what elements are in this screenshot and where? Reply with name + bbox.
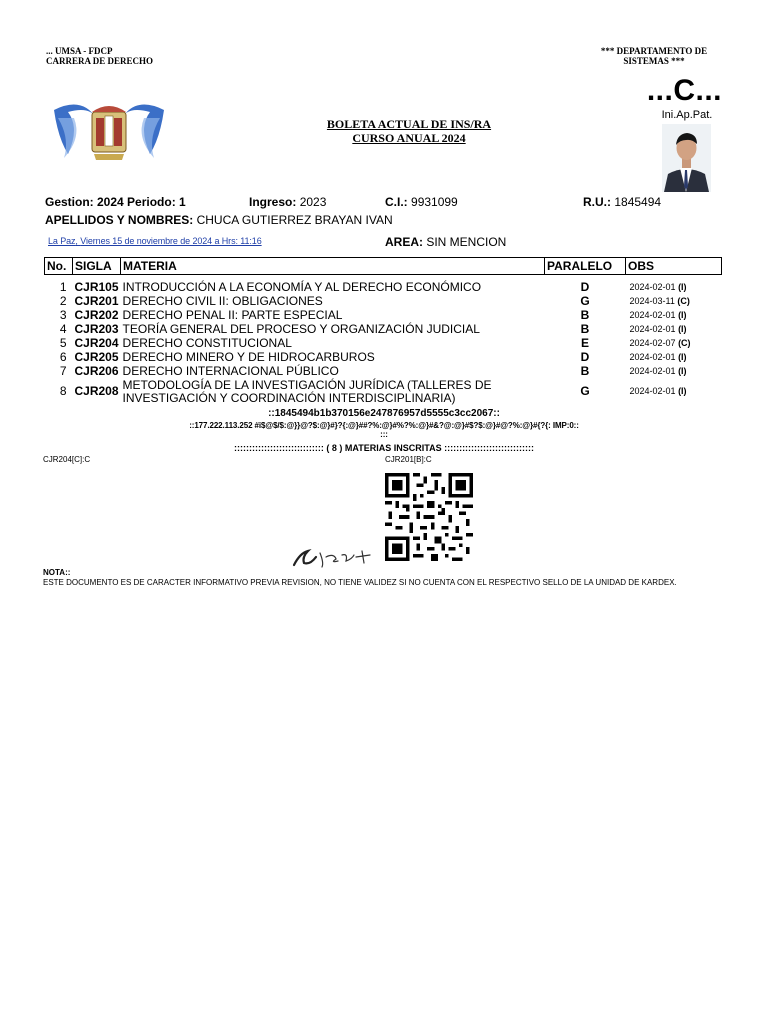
area-value: SIN MENCION	[426, 235, 507, 249]
document-title	[292, 117, 526, 145]
ru-field	[583, 195, 661, 209]
issue-date-link[interactable]: La Paz, Viernes 15 de noviembre de 2024 a Hrs: 11:16	[48, 236, 262, 246]
row-sigla: CJR208	[74, 384, 119, 398]
obs-date: 2024-02-07	[629, 338, 676, 348]
ip-trace-text: ::177.222.113.252 #i$@$/$:@}}@?$:@}#}?{:@}##?%:@}#%?%:@}#&?@:@}#$?$:@}#@?%:@}#{?{: IMP:0::	[189, 421, 579, 430]
ip-trace-line	[150, 421, 618, 439]
row-paralelo: B	[580, 322, 590, 336]
obs-date: 2024-02-01	[629, 310, 676, 320]
obs-code: (I)	[678, 386, 687, 396]
ru-value: 1845494	[614, 195, 662, 209]
table-row	[45, 337, 722, 351]
student-name-field	[45, 213, 393, 227]
row-obs	[626, 379, 722, 405]
row-number: 4	[59, 322, 67, 336]
table-header-row	[45, 258, 722, 275]
obs-date: 2024-02-01	[629, 282, 676, 292]
obs-date: 2024-02-01	[629, 386, 676, 396]
issue-datetime: Viernes 15 de noviembre de 2024 a Hrs: 11:16	[80, 236, 262, 246]
row-number: 7	[59, 364, 67, 378]
obs-code: (I)	[678, 324, 687, 334]
row-sigla: CJR205	[74, 350, 119, 364]
obs-date: 2024-02-01	[629, 352, 676, 362]
issue-city: La Paz	[48, 236, 76, 246]
department-line-2: SISTEMAS ***	[623, 56, 685, 66]
area-label: AREA:	[385, 235, 423, 249]
row-obs	[626, 323, 722, 337]
row-obs	[626, 295, 722, 309]
institution-header	[46, 46, 153, 66]
row-paralelo: E	[580, 336, 589, 350]
university-logo	[52, 98, 166, 164]
change-code-left: CJR204[C]:C	[43, 455, 91, 464]
row-obs	[626, 281, 722, 295]
ci-value: 9931099	[411, 195, 458, 209]
title-line-1: BOLETA ACTUAL DE INS/RA	[326, 117, 492, 131]
signature-mark	[290, 545, 382, 569]
title-line-2: CURSO ANUAL 2024	[352, 131, 466, 145]
row-number: 2	[59, 294, 67, 308]
table-row	[45, 323, 722, 337]
table-row	[45, 365, 722, 379]
verification-hash: ::1845494b1b370156e247876957d5555c3cc2067::	[268, 408, 500, 419]
student-photo	[662, 124, 711, 192]
materias-inscritas: :::::::::::::::::::::::::::::: ( 8 ) MATERIAS INSCRITAS ::::::::::::::::::::::::::::::	[234, 443, 534, 453]
obs-date: 2024-03-11	[629, 296, 675, 306]
row-materia: DERECHO CONSTITUCIONAL	[122, 336, 292, 350]
col-header-materia: MATERIA	[121, 258, 545, 275]
student-name-label: APELLIDOS Y NOMBRES:	[45, 213, 194, 227]
row-sigla: CJR201	[74, 294, 119, 308]
qr-code	[385, 473, 473, 561]
gestion-periodo: Gestion: 2024 Periodo: 1	[45, 195, 186, 209]
row-number: 1	[59, 280, 67, 294]
courses-table	[44, 257, 722, 405]
student-name-value: CHUCA GUTIERREZ BRAYAN IVAN	[196, 213, 393, 227]
ini-ap-pat: Ini.Ap.Pat.	[661, 109, 713, 121]
row-materia: DERECHO MINERO Y DE HIDROCARBUROS	[122, 350, 375, 364]
institution-line-1: ... UMSA - FDCP	[46, 46, 113, 56]
nota-label: NOTA::	[43, 568, 71, 577]
row-materia: METODOLOGÍA DE LA INVESTIGACIÓN JURÍDICA (TALLERES DE INVESTIGACIÓN Y COORDINACIÓN INTERDISCIPLINARIA)	[122, 377, 492, 405]
ru-label: R.U.:	[583, 195, 611, 209]
row-obs	[626, 337, 722, 351]
row-paralelo: B	[580, 364, 590, 378]
row-sigla: CJR204	[74, 336, 119, 350]
obs-code: (I)	[678, 366, 687, 376]
row-number: 5	[59, 336, 67, 350]
row-materia: DERECHO CIVIL II: OBLIGACIONES	[122, 294, 323, 308]
table-row	[45, 379, 722, 405]
row-materia: DERECHO INTERNACIONAL PÚBLICO	[122, 364, 339, 378]
row-sigla: CJR202	[74, 308, 119, 322]
obs-date: 2024-02-01	[629, 366, 676, 376]
col-header-no: No.	[45, 258, 73, 275]
obs-code: (C)	[677, 296, 690, 306]
document-code: ...C...	[646, 74, 722, 107]
obs-code: (I)	[678, 352, 687, 362]
institution-line-2: CARRERA DE DERECHO	[46, 56, 154, 66]
department-header	[588, 46, 720, 66]
table-row	[45, 281, 722, 295]
col-header-obs: OBS	[626, 258, 722, 275]
row-paralelo: G	[580, 294, 590, 308]
row-obs	[626, 365, 722, 379]
obs-code: (C)	[678, 338, 691, 348]
row-materia: INTRODUCCIÓN A LA ECONOMÍA Y AL DERECHO ECONÓMICO	[122, 280, 482, 294]
nota-text: ESTE DOCUMENTO ES DE CARACTER INFORMATIVO PREVIA REVISION, NO TIENE VALIDEZ SI NO CUENTA CON EL RESPECTIVO SELLO DE LA UNIDAD DE KARDEX.	[43, 578, 677, 587]
ingreso-field	[249, 195, 326, 209]
table-row	[45, 295, 722, 309]
ip-trace-tail: :::	[380, 430, 388, 439]
row-number: 8	[59, 384, 67, 398]
row-materia: TEORÍA GENERAL DEL PROCESO Y ORGANIZACIÓN JUDICIAL	[122, 322, 480, 336]
obs-code: (I)	[678, 282, 687, 292]
table-row	[45, 351, 722, 365]
ingreso-value: 2023	[299, 195, 327, 209]
row-sigla: CJR105	[74, 280, 119, 294]
row-sigla: CJR203	[74, 322, 119, 336]
row-paralelo: D	[580, 350, 590, 364]
row-number: 3	[59, 308, 67, 322]
row-obs	[626, 351, 722, 365]
row-paralelo: B	[580, 308, 590, 322]
row-paralelo: G	[580, 384, 590, 398]
change-code-right: CJR201[B]:C	[385, 455, 432, 464]
row-number: 6	[59, 350, 67, 364]
area-field	[385, 235, 506, 249]
col-header-paralelo: PARALELO	[545, 258, 626, 275]
col-header-sigla: SIGLA	[73, 258, 121, 275]
department-line-1: *** DEPARTAMENTO DE	[600, 46, 708, 56]
ingreso-label: Ingreso:	[249, 195, 297, 209]
row-materia: DERECHO PENAL II: PARTE ESPECIAL	[122, 308, 343, 322]
row-obs	[626, 309, 722, 323]
row-paralelo: D	[580, 280, 590, 294]
obs-date: 2024-02-01	[629, 324, 676, 334]
table-row	[45, 309, 722, 323]
ci-field	[385, 195, 458, 209]
obs-code: (I)	[678, 310, 687, 320]
ci-label: C.I.:	[385, 195, 408, 209]
row-sigla: CJR206	[74, 364, 119, 378]
